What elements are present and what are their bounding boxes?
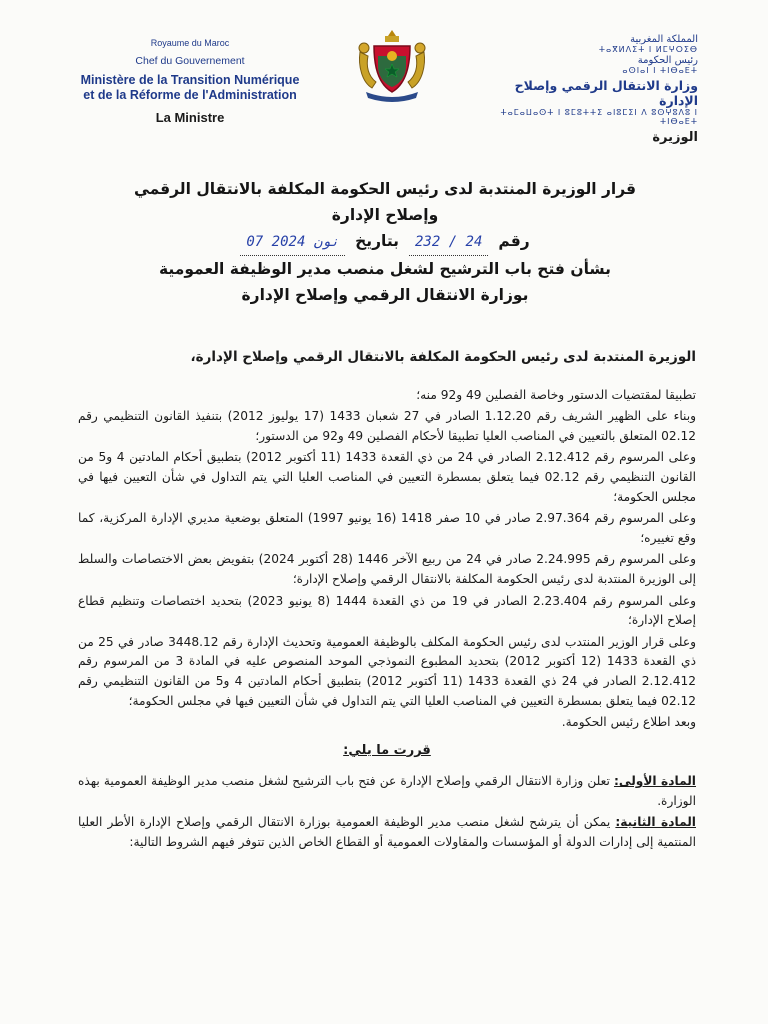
minister-heading: الوزيرة المنتدبة لدى رئيس الحكومة المكلفة بالانتقال الرقمي وإصلاح الإدارة، [190,349,696,365]
title-line-3: بشأن فتح باب الترشيح لشغل منصب مدير الوظيفة العمومية [159,260,611,278]
consideration-3: وعلى المرسوم رقم 2.12.412 الصادر في 24 من ذي القعدة 1433 (11 أكتوبر 2012) بتطبيق أحكام المادتين 4 و5 من القانون التنظيمي رقم 02.12 فيما يتعلق بمسطرة التعيين في المناصب العليا التي يتم التداول في شأن التعيين فيها في مجلس الحكومة؛ [78,450,696,504]
date-value: 07 نون 2024 [240,229,345,256]
title-line-4: بوزارة الانتقال الرقمي وإصلاح الإدارة [241,286,529,304]
consideration-8: وبعد اطلاع رئيس الحكومة. [561,715,696,730]
date-label: بتاريخ [355,232,399,250]
consideration-2: وبناء على الظهير الشريف رقم 1.12.20 الصادر في 27 شعبان 1433 (17 يوليوز 2012) بتنفيذ القانون التنظيمي رقم 02.12 المتعلق بالتعيين في المناصب العليا تطبيقا لأحكام الفصلين 49 و92 من الدستور؛ [78,409,697,443]
chef-fr: Chef du Gouvernement [135,55,245,67]
article-2-text: يمكن أن يترشح لشغل منصب مدير الوظيفة العمومية بوزارة الانتقال الرقمي وإصلاح الإدارة الأطر العليا المنتمية إلى إدارات الدولة أو المؤسسات والمقاولات العمومية أو القطاع الخاص الذين تتوفر فيهم الشروط التالية: [78,815,696,850]
consideration-1: تطبيقا لمقتضيات الدستور وخاصة الفصلين 49 و92 منه؛ [416,387,696,402]
consideration-5: وعلى المرسوم رقم 2.24.995 صادر في 24 من ربيع الآخر 1446 (28 أكتوبر 2024) بتفويض بعض الاختصاصات والسلط إلى الوزيرة المنتدبة لدى رئيس الحكومة المكلفة بالانتقال الرقمي وإصلاح الإدارة؛ [78,552,697,586]
chef-ar: رئيس الحكومة [637,55,698,66]
ref-label: رقم [498,232,530,250]
ministry-fr-2: et de la Réforme de l'Administration [83,88,297,102]
decision-title [120,176,650,308]
header-right [478,34,698,145]
decided-heading: قررت ما يلي: [343,742,431,758]
kingdom-ar: المملكة المغربية [630,34,698,45]
la-ministre-ar: الوزيرة [652,130,698,145]
chef-tifinagh: ⴰⵙⵏⴰⵏ ⵏ ⵜⵏⴱⴰⴹⵜ [622,66,698,75]
ministry-fr-1: Ministère de la Transition Numérique [80,73,300,87]
ministry-ar: وزارة الانتقال الرقمي وإصلاح الإدارة [514,78,698,108]
reference-line [120,228,650,256]
article-1-title: المادة الأولى: [613,774,696,789]
ref-number: 232 / 24 [409,229,488,256]
kingdom-fr: Royaume du Maroc [150,38,230,48]
moroccan-coat-of-arms-icon [352,26,432,106]
ministry-tifinagh: ⵜⴰⵎⴰⵡⴰⵙⵜ ⵏ ⵓⵎⵓⵜⵜⵉ ⴰⵏⵓⵎⵉⵏ ⴷ ⵓⵙⵖⵓⴷⵓ ⵏ ⵜⵏⴱⴰⴹⵜ [500,108,698,126]
article-2 [78,813,696,852]
title-line-1: قرار الوزيرة المنتدبة لدى رئيس الحكومة المكلفة بالانتقال الرقمي وإصلاح الإدارة [133,180,637,224]
la-ministre-fr: La Ministre [155,110,225,125]
article-2-title: المادة الثانية: [615,815,696,830]
consideration-4: وعلى المرسوم رقم 2.97.364 صادر في 10 صفر 1418 (16 يونيو 1997) المتعلق بوضعية مديري الإدارة المركزية، كما وقع تغييره؛ [78,511,696,545]
kingdom-tifinagh: ⵜⴰⴳⵍⴷⵉⵜ ⵏ ⵍⵎⵖⵔⵉⴱ [598,45,698,54]
article-1-text: تعلن وزارة الانتقال الرقمي وإصلاح الإدارة عن فتح باب الترشيح لشغل منصب مدير الوظيفة العمومية بهذه الوزارة. [78,774,696,808]
header-left [60,38,320,125]
decision-body [78,348,696,855]
article-1 [78,772,696,811]
consideration-7: وعلى قرار الوزير المنتدب لدى رئيس الحكومة المكلف بالوظيفة العمومية وتحديث الإدارة رقم 3448.12 صادر في 25 من ذي القعدة 1433 (12 أكتوبر 2012) بتحديد المطبوع النموذجي الموحد المنصوص عليه في المادة 3 من المرسوم رقم 2.12.412 الصادر في 24 ذي القعدة 1433 (11 أكتوبر 2012) بتطبيق أحكام المادتين 4 و5 من القانون التنظيمي رقم 02.12 فيما يتعلق بمسطرة التعيين في المناصب العليا التي يتم التداول في شأن التعيين فيها في مجلس الحكومة؛ [78,634,697,708]
consideration-6: وعلى المرسوم رقم 2.23.404 الصادر في 19 من ذي القعدة 1444 (8 يونيو 2023) بتحديد اختصاصات وتنظيم قطاع إصلاح الإدارة؛ [78,593,696,628]
